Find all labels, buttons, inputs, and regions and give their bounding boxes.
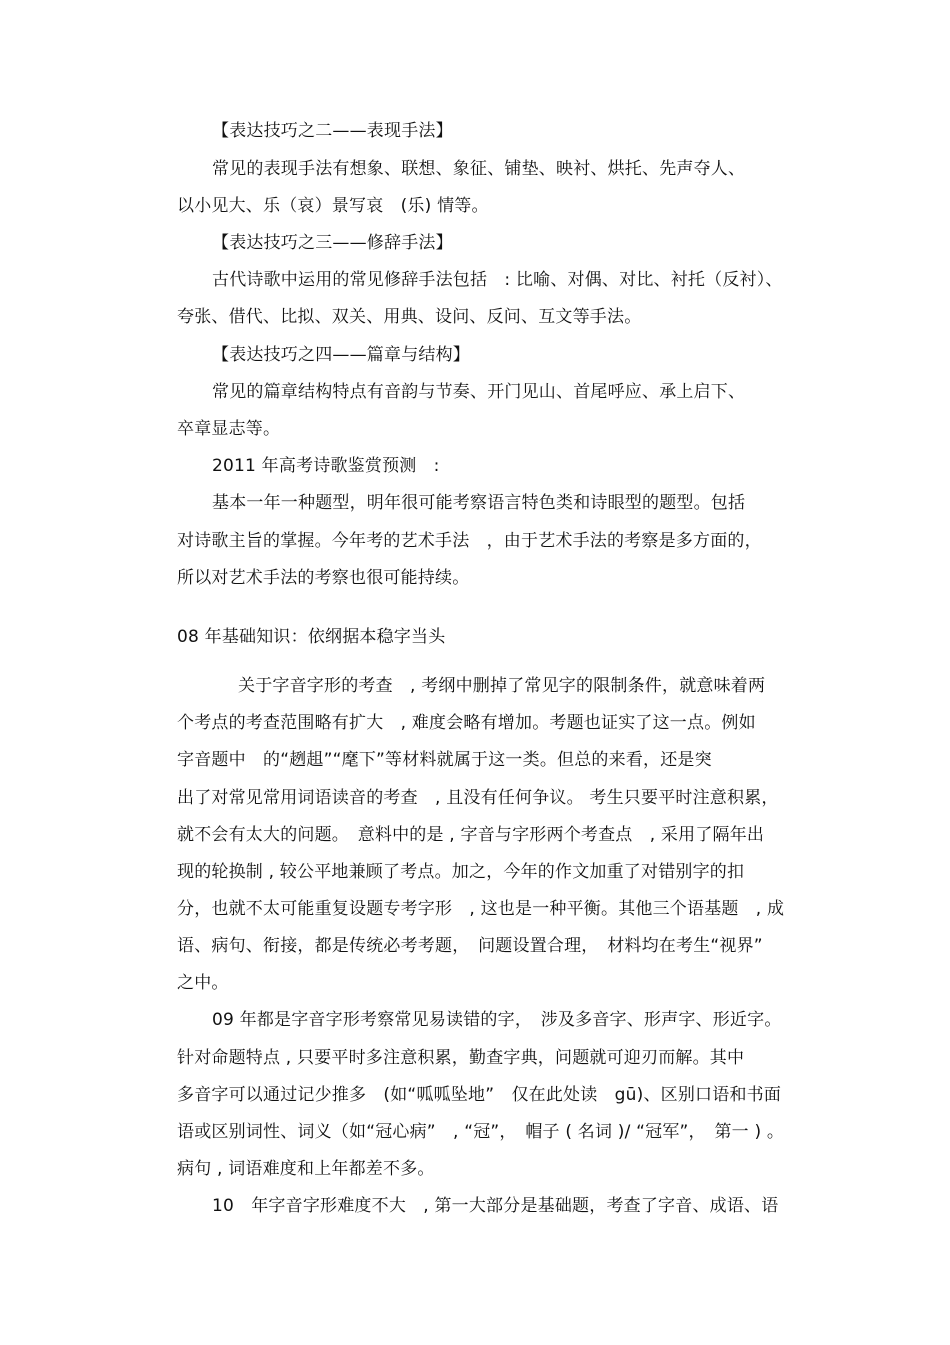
section-heading-2008: 08 年基础知识：依纲据本稳字当头	[177, 627, 446, 647]
paragraph-line: 古代诗歌中运用的常见修辞手法包括 : 比喻、对偶、对比、衬托（反衬）、	[212, 270, 783, 290]
paragraph-line: 分，也就不太可能重复设题专考字形 , 这也是一种平衡。其他三个语基题 , 成	[177, 899, 785, 919]
paragraph-line: 语或区别词性、词义（如“冠心病” , “冠”， 帽子 ( 名词 )/ “冠军”， 第一 ) 。	[177, 1122, 785, 1142]
paragraph-line: 针对命题特点 , 只要平时多注意积累，勤查字典，问题就可迎刃而解。其中	[177, 1048, 745, 1068]
prediction-heading: 2011 年高考诗歌鉴赏预测 :	[212, 456, 440, 476]
paragraph-line: 基本一年一种题型，明年很可能考察语言特色类和诗眼型的题型。包括	[212, 493, 746, 513]
paragraph-line: 常见的表现手法有想象、联想、象征、铺垫、映衬、烘托、先声夺人、	[212, 159, 746, 179]
paragraph-line: 10 年字音字形难度不大 , 第一大部分是基础题，考查了字音、成语、语	[212, 1196, 779, 1216]
paragraph-line: 就不会有太大的问题。 意料中的是 , 字音与字形两个考查点 , 采用了隔年出	[177, 825, 765, 845]
paragraph-line: 所以对艺术手法的考察也很可能持续。	[177, 568, 470, 588]
paragraph-line: 多音字可以通过记少推多 (如“呱呱坠地” 仅在此处读 gū)、区别口语和书面	[177, 1085, 782, 1105]
heading-expression-technique-2: 【表达技巧之二——表现手法】	[212, 121, 453, 141]
paragraph-line: 之中。	[177, 973, 229, 993]
heading-expression-technique-4: 【表达技巧之四——篇章与结构】	[212, 345, 470, 365]
paragraph-line: 对诗歌主旨的掌握。今年考的艺术手法 ，由于艺术手法的考察是多方面的，	[177, 531, 762, 551]
paragraph-line: 夸张、借代、比拟、双关、用典、设问、反问、互文等手法。	[177, 307, 642, 327]
paragraph-line: 现的轮换制 , 较公平地兼顾了考点。加之，今年的作文加重了对错别字的扣	[177, 862, 745, 882]
paragraph-line: 病句 , 词语难度和上年都差不多。	[177, 1159, 435, 1179]
paragraph-line: 卒章显志等。	[177, 419, 281, 439]
paragraph-line: 出了对常见常用词语读音的考查 , 且没有任何争议。 考生只要平时注意积累，	[177, 788, 779, 808]
paragraph-line: 字音题中 的“趔趄”“麾下”等材料就属于这一类。但总的来看，还是突	[177, 750, 712, 770]
paragraph-line: 常见的篇章结构特点有音韵与节奏、开门见山、首尾呼应、承上启下、	[212, 382, 746, 402]
paragraph-line: 09 年都是字音字形考察常见易读错的字， 涉及多音字、形声字、形近字。	[212, 1010, 782, 1030]
paragraph-line: 个考点的考查范围略有扩大 , 难度会略有增加。考题也证实了这一点。例如	[177, 713, 756, 733]
heading-expression-technique-3: 【表达技巧之三——修辞手法】	[212, 233, 453, 253]
paragraph-line: 关于字音字形的考查 , 考纲中删掉了常见字的限制条件，就意味着两	[238, 676, 766, 696]
paragraph-line: 语、病句、衔接，都是传统必考考题， 问题设置合理， 材料均在考生“视界”	[177, 936, 763, 956]
paragraph-line: 以小见大、乐（哀）景写哀 (乐) 情等。	[177, 196, 489, 216]
